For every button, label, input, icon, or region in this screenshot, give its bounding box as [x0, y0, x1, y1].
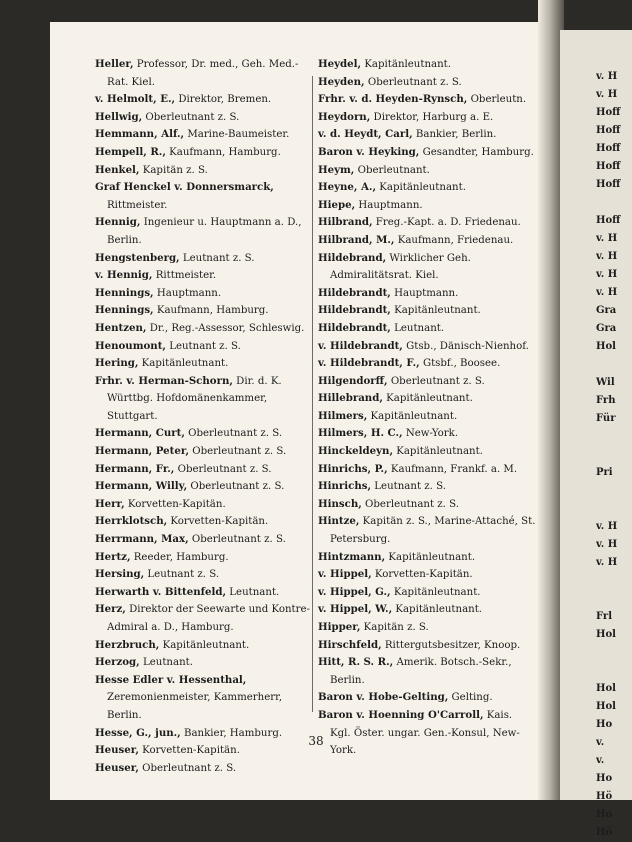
- entry-name: Hesse Edler v. Hessenthal,: [95, 673, 247, 686]
- entry-description: Kapitänleutnant.: [388, 551, 476, 563]
- entry-description: Professor, Dr. med., Geh. Med.-Rat. Kiel.: [107, 59, 299, 88]
- entry-description: Gelting.: [451, 692, 493, 704]
- entry-description: Kapitän z. S.: [142, 164, 208, 176]
- entry-name: Hitt, R. S. R.,: [318, 656, 394, 669]
- facing-page-line: Gra: [596, 305, 617, 316]
- entry-name: Hirschfeld,: [318, 638, 382, 651]
- entry-description: Kaufmann, Hamburg.: [169, 146, 281, 158]
- directory-entry: [318, 302, 536, 320]
- facing-page-line: Wil: [596, 377, 615, 388]
- facing-page-line: [596, 662, 632, 680]
- directory-entry: [95, 126, 313, 144]
- entry-name: Hentzen,: [95, 321, 147, 334]
- facing-page-line: [596, 428, 632, 446]
- directory-entry: [95, 637, 313, 655]
- entry-name: Hipper,: [318, 621, 361, 633]
- facing-page-line: v. H: [596, 557, 618, 568]
- facing-page-line: Hö: [596, 827, 613, 838]
- entry-name: Hermann, Curt,: [95, 427, 185, 440]
- entry-description: Oberleutnant z. S.: [142, 762, 237, 774]
- entry-name: Hennings,: [95, 304, 154, 317]
- entry-name: Frhr. v. d. Heyden-Rynsch,: [318, 93, 468, 106]
- entry-description: Leutnant z. S.: [147, 569, 220, 581]
- entry-description: Korvetten-Kapitän.: [142, 745, 240, 757]
- entry-description: Korvetten-Kapitän.: [374, 569, 473, 581]
- directory-entry: [318, 74, 536, 92]
- entry-description: Freg.-Kapt. a. D. Friedenau.: [375, 217, 521, 229]
- entry-name: Heller,: [95, 58, 134, 70]
- facing-page-line: Hö: [596, 791, 613, 802]
- entry-name: Hersing,: [95, 568, 145, 581]
- directory-entry: [318, 197, 536, 215]
- directory-entry: [318, 461, 536, 479]
- entry-description: Leutnant.: [394, 322, 445, 334]
- directory-entry: [318, 56, 536, 74]
- entry-name: Hennig,: [95, 216, 141, 229]
- directory-entry: [318, 566, 536, 584]
- entry-description: Oberleutnant z. S.: [390, 375, 485, 387]
- entry-name: Hermann, Peter,: [95, 445, 189, 458]
- entry-description: Kapitänleutnant.: [141, 358, 229, 370]
- entry-description: Leutnant.: [142, 657, 193, 669]
- directory-entry: [95, 496, 313, 514]
- entry-name: v. Hippel,: [318, 568, 372, 581]
- facing-page-line: Hoff: [596, 143, 621, 154]
- entry-description: Direktor, Bremen.: [178, 94, 272, 106]
- facing-page-line: v.: [596, 755, 605, 766]
- entry-name: Heyden,: [318, 75, 365, 88]
- entry-name: Hildebrandt,: [318, 321, 391, 334]
- entry-description: Marine-Baumeister.: [187, 129, 290, 141]
- column-divider: [312, 76, 313, 712]
- entry-description: Amerik. Botsch.-Sekr., Berlin.: [330, 657, 512, 686]
- entry-description: Kapitän z. S., Marine-Attaché, St. Petersburg.: [330, 516, 536, 546]
- directory-entry: [95, 285, 313, 303]
- facing-page-line: [596, 590, 632, 608]
- directory-entry: [318, 214, 536, 232]
- left-column: [95, 56, 313, 777]
- entry-name: Heuser,: [95, 744, 139, 757]
- entry-name: Herr,: [95, 497, 125, 510]
- entry-description: Kapitänleutnant.: [364, 59, 451, 70]
- facing-page-line: Ho: [596, 719, 613, 730]
- directory-entry: [95, 549, 313, 567]
- directory-entry: [95, 302, 313, 320]
- entry-description: Oberleutnant z. S.: [190, 481, 285, 493]
- entry-name: Heyne, A.,: [318, 181, 377, 194]
- entry-name: Hemmann, Alf.,: [95, 128, 185, 141]
- entry-description: Leutnant z. S.: [182, 252, 255, 264]
- entry-name: Hintzmann,: [318, 550, 386, 563]
- directory-entry: [318, 601, 536, 619]
- entry-name: Hilbrand, M.,: [318, 233, 395, 246]
- directory-entry: [95, 584, 313, 602]
- directory-entry: [318, 654, 536, 689]
- entry-name: Hinckeldeyn,: [318, 445, 393, 458]
- facing-page-line: Hol: [596, 629, 616, 640]
- directory-entry: [95, 250, 313, 268]
- entry-description: Rittmeister.: [155, 270, 217, 282]
- directory-entry: [318, 390, 536, 408]
- entry-name: Hesse, G., jun.,: [95, 726, 181, 739]
- directory-entry: [95, 654, 313, 672]
- entry-description: Hauptmann.: [358, 199, 423, 211]
- right-column: [318, 56, 536, 760]
- facing-page-line: v. H: [596, 233, 618, 244]
- entry-description: Rittergutsbesitzer, Knoop.: [384, 639, 521, 651]
- directory-entry: [95, 672, 313, 725]
- directory-entry: [318, 549, 536, 567]
- entry-description: Oberleutnant z. S.: [365, 498, 459, 510]
- directory-entry: [95, 513, 313, 531]
- entry-description: Gtsbf., Boosee.: [422, 358, 501, 370]
- entry-name: v. Hippel, G.,: [318, 585, 391, 598]
- directory-entry: [318, 109, 536, 127]
- entry-description: Leutnant z. S.: [374, 481, 446, 493]
- facing-page-line: [596, 644, 632, 662]
- entry-description: Dir. d. K. Württbg. Hofdomänenkammer, Stuttgart.: [107, 375, 282, 422]
- entry-description: Kapitänleutnant.: [162, 639, 250, 651]
- entry-name: v. Helmolt, E.,: [95, 93, 176, 106]
- entry-name: v. Hildebrandt, F.,: [318, 357, 420, 370]
- directory-entry: [318, 250, 536, 285]
- entry-name: Baron v. Hobe-Gelting,: [318, 691, 449, 704]
- directory-entry: [95, 267, 313, 285]
- entry-description: Zeremonienmeister, Kammerherr, Berlin.: [107, 692, 283, 721]
- entry-name: Hinsch,: [318, 497, 362, 510]
- directory-entry: [318, 320, 536, 338]
- directory-entry: [95, 144, 313, 162]
- facing-page-line: Hoff: [596, 161, 621, 172]
- entry-description: Kaufmann, Hamburg.: [156, 305, 269, 317]
- entry-name: v. Hippel, W.,: [318, 603, 393, 616]
- entry-name: Herrklotsch,: [95, 515, 168, 528]
- entry-description: Hauptmann.: [394, 287, 459, 299]
- facing-page-line: Frl: [596, 611, 612, 622]
- entry-name: Heydel,: [318, 58, 362, 70]
- facing-page-line: v. H: [596, 521, 618, 532]
- directory-entry: [95, 531, 313, 549]
- entry-description: Hauptmann.: [156, 287, 222, 299]
- entry-name: Hilmers, H. C.,: [318, 427, 403, 440]
- facing-page-line: v. H: [596, 89, 618, 100]
- entry-name: Herwarth v. Bittenfeld,: [95, 585, 227, 598]
- directory-entry: [318, 584, 536, 602]
- directory-entry: [95, 566, 313, 584]
- entry-name: Graf Henckel v. Donnersmarck,: [95, 181, 274, 194]
- directory-entry: [95, 478, 313, 496]
- directory-entry: [318, 478, 536, 496]
- entry-name: Hildebrand,: [318, 251, 387, 264]
- entry-description: Dr., Reg.-Assessor, Schleswig.: [149, 322, 305, 334]
- facing-page-line: Ho: [596, 809, 613, 820]
- facing-page-line: Hol: [596, 701, 616, 712]
- entry-description: Bankier, Berlin.: [415, 129, 497, 141]
- directory-entry: [318, 425, 536, 443]
- entry-description: Korvetten-Kapitän.: [170, 516, 269, 528]
- directory-entry: [95, 373, 313, 426]
- entry-description: Kapitänleutnant.: [370, 410, 458, 422]
- directory-entry: [318, 373, 536, 391]
- directory-entry: [318, 637, 536, 655]
- entry-name: v. d. Heydt, Carl,: [318, 128, 413, 141]
- entry-description: Direktor der Seewarte und Kontre-Admiral a. D., Hamburg.: [107, 604, 310, 633]
- entry-name: Hilbrand,: [318, 216, 373, 229]
- facing-page-line: Hoff: [596, 107, 621, 118]
- facing-page-line: Gra: [596, 323, 617, 334]
- facing-page-line: v. H: [596, 269, 618, 280]
- entry-description: Kais. Kgl. Öster. ungar. Gen.-Konsul, New-York.: [330, 709, 520, 757]
- facing-page-line: v.: [596, 737, 605, 748]
- entry-name: Hermann, Fr.,: [95, 462, 175, 475]
- directory-entry: [318, 355, 536, 373]
- facing-page-line: v. H: [596, 71, 618, 82]
- directory-entry: [318, 126, 536, 144]
- directory-entry: [95, 338, 313, 356]
- entry-description: Bankier, Hamburg.: [183, 727, 283, 739]
- entry-name: Hempell, R.,: [95, 145, 166, 158]
- entry-description: Oberleutn.: [470, 94, 527, 106]
- facing-page-line: Für: [596, 413, 616, 424]
- directory-entry: [95, 214, 313, 249]
- entry-description: Direktor, Harburg a. E.: [373, 111, 494, 123]
- entry-name: Hering,: [95, 357, 139, 370]
- entry-name: Hellwig,: [95, 110, 143, 123]
- directory-entry: [95, 601, 313, 636]
- directory-entry: [318, 496, 536, 514]
- directory-entry: [95, 425, 313, 443]
- entry-description: Kaufmann, Friedenau.: [397, 234, 514, 246]
- facing-page-text: [596, 68, 632, 842]
- entry-name: Herz,: [95, 603, 126, 616]
- entry-description: Gtsb., Dänisch-Nienhof.: [406, 340, 529, 352]
- facing-page-line: Hoff: [596, 215, 621, 226]
- entry-description: Oberleutnant z. S.: [188, 428, 283, 440]
- entry-name: Hilmers,: [318, 409, 368, 422]
- entry-name: Hiepe,: [318, 198, 356, 211]
- directory-entry: [318, 285, 536, 303]
- directory-entry: [318, 91, 536, 109]
- directory-entry: [318, 619, 536, 637]
- entry-name: Baron v. Heyking,: [318, 145, 420, 158]
- entry-description: Kapitänleutnant.: [379, 182, 466, 194]
- entry-description: Kapitänleutnant.: [393, 586, 481, 598]
- directory-entry: [318, 443, 536, 461]
- directory-entry: [318, 338, 536, 356]
- entry-name: Hilgendorff,: [318, 374, 388, 387]
- facing-page-line: [596, 194, 632, 212]
- entry-description: Kapitänleutnant.: [395, 604, 483, 616]
- directory-entry: [95, 91, 313, 109]
- entry-description: Wirklicher Geh. Admiralitätsrat. Kiel.: [330, 252, 471, 282]
- facing-page-line: Hol: [596, 683, 616, 694]
- entry-name: v. Hennig,: [95, 269, 153, 282]
- entry-name: Herzog,: [95, 656, 140, 669]
- entry-name: Heydorn,: [318, 110, 371, 123]
- entry-description: Oberleutnant z. S.: [177, 463, 272, 475]
- entry-description: Rittmeister.: [107, 199, 168, 211]
- facing-page-line: Ho: [596, 773, 613, 784]
- directory-entry: [318, 408, 536, 426]
- entry-name: Heym,: [318, 163, 355, 176]
- facing-page-line: [596, 446, 632, 464]
- directory-entry: [95, 179, 313, 214]
- entry-name: Hengstenberg,: [95, 251, 180, 264]
- entry-name: Henoumont,: [95, 339, 166, 352]
- entry-description: Oberleutnant.: [357, 164, 430, 176]
- facing-page-line: [596, 572, 632, 590]
- entry-description: Reeder, Hamburg.: [133, 551, 229, 563]
- facing-page-line: [596, 482, 632, 500]
- entry-name: Hennings,: [95, 286, 154, 299]
- entry-name: Hinrichs,: [318, 480, 372, 493]
- directory-entry: [95, 443, 313, 461]
- facing-page-line: v. H: [596, 251, 618, 262]
- entry-description: Gesandter, Hamburg.: [422, 146, 534, 158]
- entry-description: Ingenieur u. Hauptmann a. D., Berlin.: [107, 217, 302, 246]
- directory-entry: [95, 162, 313, 180]
- entry-name: Hildebrandt,: [318, 304, 391, 317]
- entry-description: Kapitänleutnant.: [394, 305, 481, 317]
- entry-description: Kaufmann, Frankf. a. M.: [390, 463, 518, 475]
- directory-entry: [318, 144, 536, 162]
- entry-name: Heuser,: [95, 761, 139, 774]
- directory-entry: [95, 760, 313, 778]
- facing-page-line: [596, 356, 632, 374]
- entry-description: Oberleutnant z. S.: [145, 111, 240, 123]
- directory-entry: [95, 320, 313, 338]
- facing-page-line: v. H: [596, 287, 618, 298]
- entry-name: Hildebrandt,: [318, 286, 391, 299]
- entry-name: Hinrichs, P.,: [318, 462, 388, 475]
- facing-page-line: Pri: [596, 467, 613, 478]
- entry-description: Leutnant.: [229, 586, 280, 598]
- entry-name: Hintze,: [318, 515, 360, 528]
- directory-entry: [95, 109, 313, 127]
- directory-entry: [318, 162, 536, 180]
- directory-entry: [318, 513, 536, 548]
- directory-entry: [95, 461, 313, 479]
- facing-page-line: v. H: [596, 539, 618, 550]
- directory-entry: [318, 232, 536, 250]
- entry-description: Kapitänleutnant.: [396, 446, 483, 458]
- entry-name: Herzbruch,: [95, 638, 160, 651]
- entry-name: Henkel,: [95, 163, 140, 176]
- entry-name: Hertz,: [95, 550, 131, 563]
- facing-page-line: Frh: [596, 395, 616, 406]
- entry-name: Hermann, Willy,: [95, 480, 188, 493]
- entry-name: v. Hildebrandt,: [318, 339, 403, 352]
- entry-name: Herrmann, Max,: [95, 533, 189, 546]
- entry-name: Baron v. Hoenning O'Carroll,: [318, 708, 484, 721]
- facing-page-line: Hol: [596, 341, 616, 352]
- entry-description: Kapitänleutnant.: [386, 393, 473, 405]
- entry-description: Oberleutnant z. S.: [367, 76, 462, 88]
- page-number: 38: [308, 734, 324, 748]
- directory-entry: [95, 355, 313, 373]
- entry-description: Oberleutnant z. S.: [191, 534, 286, 546]
- entry-description: Korvetten-Kapitän.: [127, 498, 226, 510]
- entry-description: Kapitän z. S.: [363, 622, 429, 633]
- entry-name: Frhr. v. Herman-Schorn,: [95, 374, 233, 387]
- facing-page-line: Hoff: [596, 179, 621, 190]
- entry-name: Hillebrand,: [318, 392, 383, 405]
- directory-entry: [318, 689, 536, 707]
- directory-entry: [95, 56, 313, 91]
- facing-page-line: Hoff: [596, 125, 621, 136]
- entry-description: Oberleutnant z. S.: [192, 446, 287, 458]
- directory-entry: [318, 179, 536, 197]
- facing-page-line: [596, 500, 632, 518]
- entry-description: New-York.: [405, 428, 459, 440]
- entry-description: Leutnant z. S.: [169, 340, 241, 352]
